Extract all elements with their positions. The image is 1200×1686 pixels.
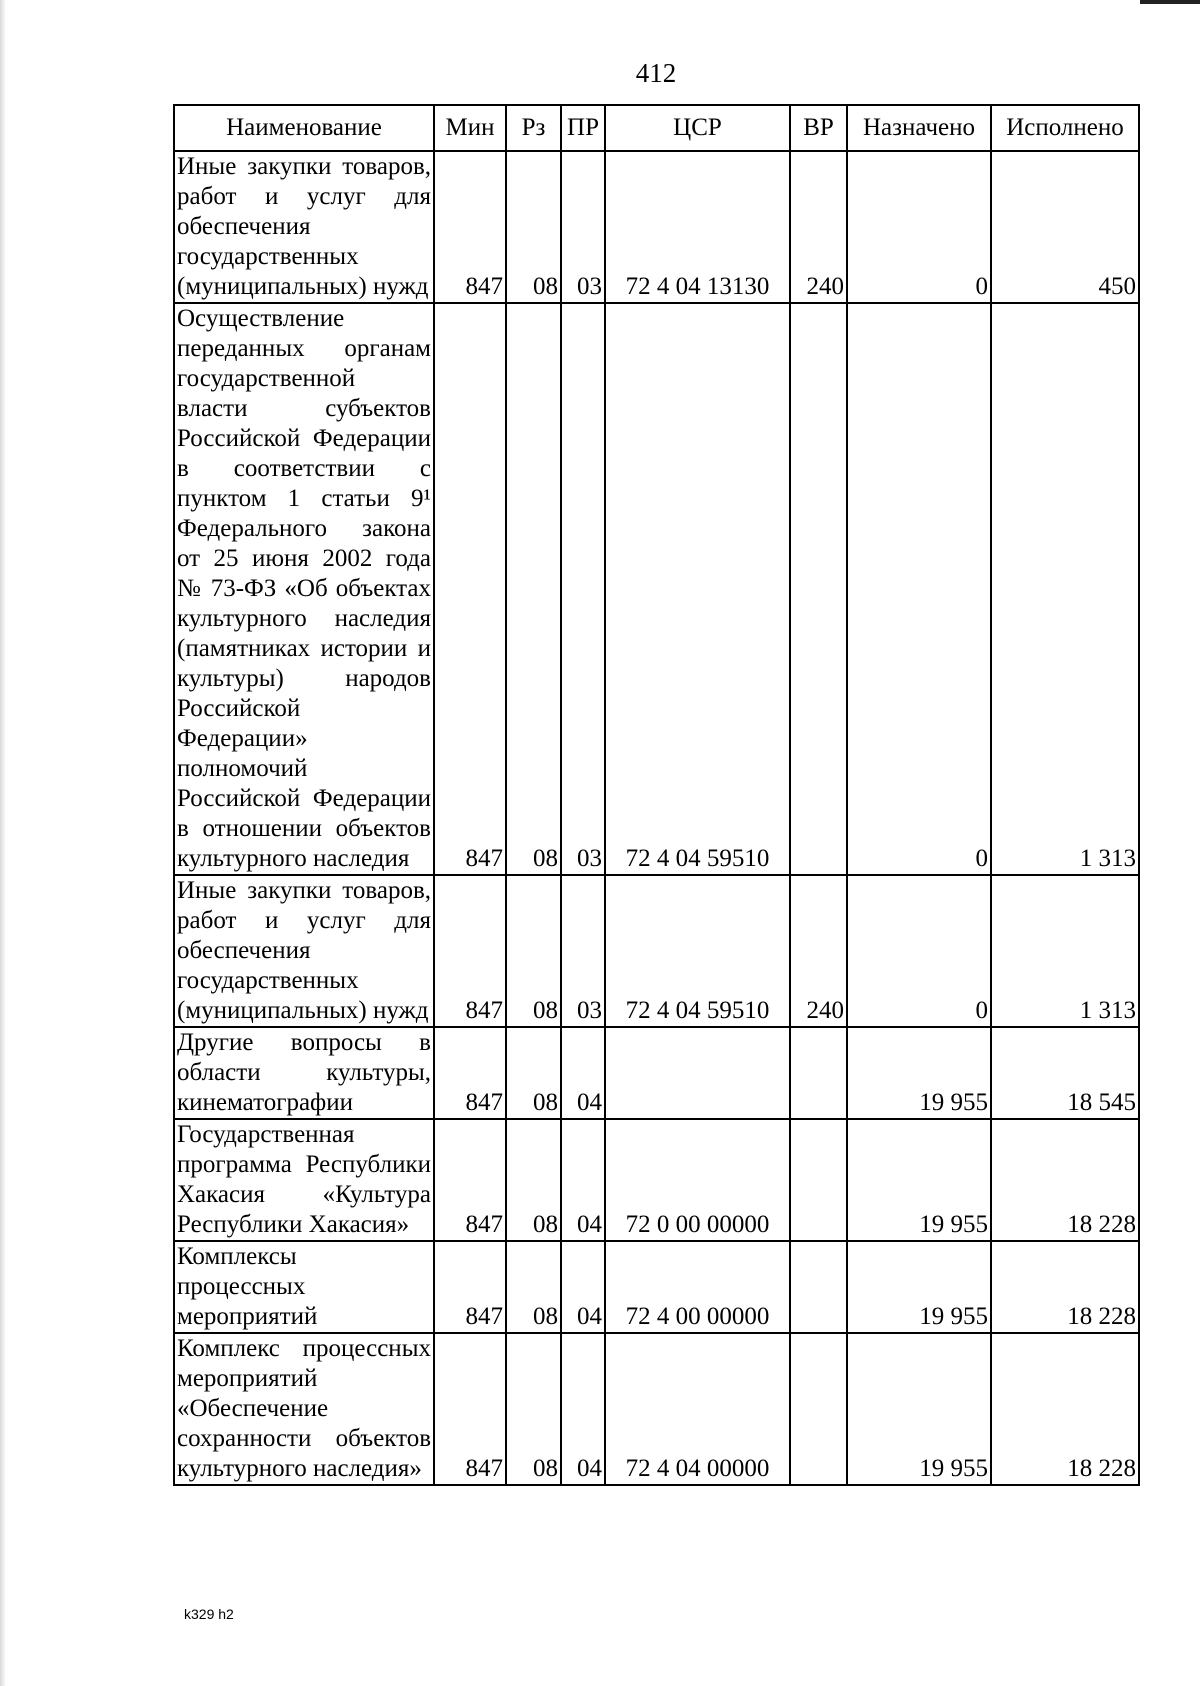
row-name: Комплексы процессных мероприятий [174,1241,434,1333]
header-executed: Исполнено [991,105,1139,151]
row-vr [790,1027,847,1119]
row-assigned: 19 955 [847,1027,991,1119]
table-row [174,875,1139,1027]
row-name: Государственная программа Республики Хакасия «Культура Республики Хакасия» [174,1119,434,1241]
row-csr: 72 4 04 59510 [605,303,790,875]
table-header-row [174,105,1139,151]
row-rz: 08 [506,1333,561,1485]
row-csr: 72 4 00 00000 [605,1241,790,1333]
table-row [174,151,1139,303]
row-pr: 03 [561,303,605,875]
row-vr [790,1241,847,1333]
row-assigned: 19 955 [847,1241,991,1333]
row-name: Комплекс процессных мероприятий «Обеспечение сохранности объектов культурного наследия» [174,1333,434,1485]
table-row [174,1241,1139,1333]
header-csr: ЦСР [605,105,790,151]
row-executed: 18 228 [991,1241,1139,1333]
row-csr: 72 4 04 00000 [605,1333,790,1485]
row-assigned: 0 [847,303,991,875]
row-assigned: 0 [847,151,991,303]
row-executed: 18 545 [991,1027,1139,1119]
row-name: Иные закупки товаров, работ и услуг для обеспечения государственных (муниципальных) нужд [174,151,434,303]
table-row [174,1333,1139,1485]
row-min: 847 [434,303,506,875]
row-rz: 08 [506,303,561,875]
row-executed: 18 228 [991,1119,1139,1241]
header-pr: ПР [561,105,605,151]
row-min: 847 [434,1027,506,1119]
row-min: 847 [434,875,506,1027]
row-name: Иные закупки товаров, работ и услуг для обеспечения государственных (муниципальных) нужд [174,875,434,1027]
row-assigned: 19 955 [847,1333,991,1485]
header-assigned: Назначено [847,105,991,151]
row-vr [790,1119,847,1241]
footer-code: k329 h2 [184,1606,234,1622]
row-csr: 72 0 00 00000 [605,1119,790,1241]
scan-corner-mark [1140,0,1200,4]
table-row [174,1119,1139,1241]
row-min: 847 [434,151,506,303]
row-rz: 08 [506,1119,561,1241]
row-executed: 1 313 [991,875,1139,1027]
row-pr: 04 [561,1027,605,1119]
row-name: Осуществление переданных органам государственной власти субъектов Российской Федерации в соответствии с пунктом 1 статьи 9¹ Федерального закона от 25 июня 2002 года № 73-ФЗ «Об объектах культурного наследия (памятниках истории и культуры) народов Российской Федерации» полномочий Российской Федерации в отношении объектов культурного наследия [174,303,434,875]
table-row [174,1027,1139,1119]
row-rz: 08 [506,875,561,1027]
row-pr: 04 [561,1241,605,1333]
row-vr [790,1333,847,1485]
row-vr: 240 [790,151,847,303]
row-rz: 08 [506,1241,561,1333]
page-number: 412 [635,58,677,88]
row-vr [790,303,847,875]
row-csr [605,1027,790,1119]
row-assigned: 0 [847,875,991,1027]
header-vr: ВР [790,105,847,151]
row-rz: 08 [506,151,561,303]
row-pr: 04 [561,1119,605,1241]
header-rz: Рз [506,105,561,151]
row-csr: 72 4 04 59510 [605,875,790,1027]
row-executed: 1 313 [991,303,1139,875]
row-pr: 03 [561,875,605,1027]
row-pr: 03 [561,151,605,303]
row-min: 847 [434,1333,506,1485]
table-row [174,303,1139,875]
row-rz: 08 [506,1027,561,1119]
row-csr: 72 4 04 13130 [605,151,790,303]
row-executed: 450 [991,151,1139,303]
scan-edge-shadow [0,0,6,1686]
budget-table [173,104,1140,1486]
header-min: Мин [434,105,506,151]
row-min: 847 [434,1119,506,1241]
row-min: 847 [434,1241,506,1333]
row-assigned: 19 955 [847,1119,991,1241]
row-executed: 18 228 [991,1333,1139,1485]
row-name: Другие вопросы в области культуры, кинематографии [174,1027,434,1119]
header-name: Наименование [174,105,434,151]
row-pr: 04 [561,1333,605,1485]
row-vr: 240 [790,875,847,1027]
